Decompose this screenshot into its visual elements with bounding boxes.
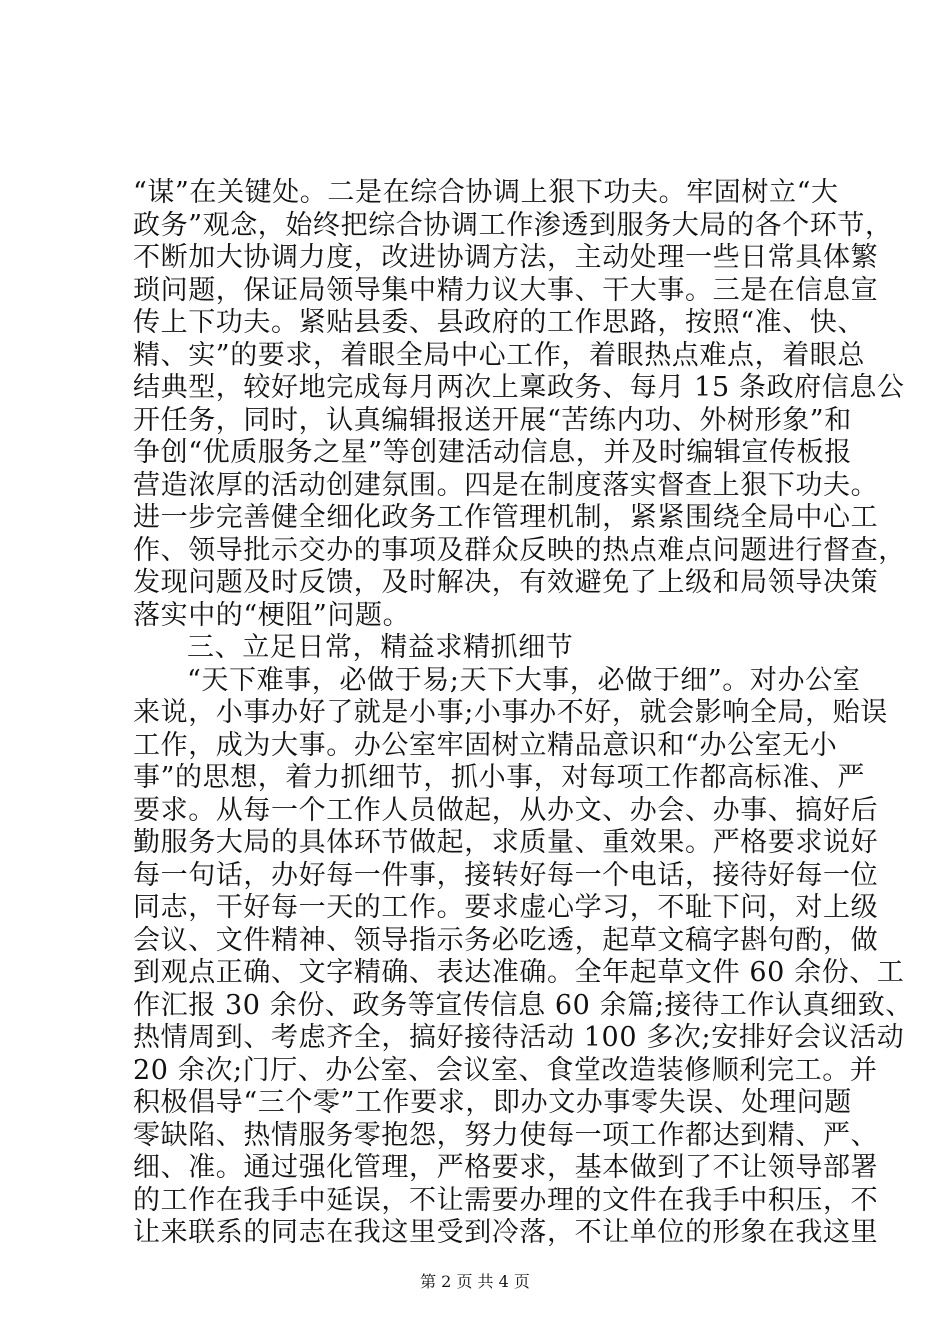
text-line: “谋”在关键处。二是在综合协调上狠下功夫。牢固树立“大 [133, 177, 839, 208]
text-line: 作、领导批示交办的事项及群众反映的热点难点问题进行督查， [133, 534, 906, 566]
text-line: 热情周到、考虑齐全，搞好接待活动 100 多次;安排好会议活动 [133, 1022, 905, 1053]
text-line: 让来联系的同志在我这里受到冷落，不让单位的形象在我这里 [133, 1217, 879, 1248]
text-line: 要求。从每一个工作人员做起，从办文、办会、办事、搞好后 [133, 794, 879, 826]
section-heading: 三、立足日常，精益求精抓细节 [187, 632, 574, 663]
text-line: 事”的思想，着力抓细节，抓小事，对每项工作都高标准、严 [133, 762, 866, 793]
text-line: 20 余次;门厅、办公室、会议室、食堂改造装修顺利完工。并 [133, 1054, 878, 1086]
text-line: 来说，小事办好了就是小事;小事办不好，就会影响全局，贻误 [133, 697, 888, 728]
text-line: 零缺陷、热情服务零抱怨，努力使每一项工作都达到精、严、 [133, 1119, 879, 1151]
text-line: 工作，成为大事。办公室牢固树立精品意识和“办公室无小 [133, 729, 838, 761]
text-line: 作汇报 30 余份、政务等宣传信息 60 余篇;接待工作认真细致、 [133, 989, 913, 1021]
text-line: 的工作在我手中延误，不让需要办理的文件在我手中积压，不 [133, 1184, 879, 1216]
text-line: 琐问题，保证局领导集中精力议大事、干大事。三是在信息宣 [133, 274, 879, 306]
text-line: 争创“优质服务之星”等创建活动信息，并及时编辑宣传板报 [133, 437, 852, 468]
text-line: “天下难事，必做于易;天下大事，必做于细”。对办公室 [187, 664, 861, 696]
text-line: 勤服务大局的具体环节做起，求质量、重效果。严格要求说好 [133, 827, 879, 858]
text-line: 精、实”的要求，着眼全局中心工作，着眼热点难点，着眼总 [133, 339, 866, 371]
body-text [133, 177, 913, 1250]
text-line: 会议、文件精神、领导指示务必吃透，起草文稿字斟句酌，做 [133, 924, 879, 956]
text-line: 营造浓厚的活动创建氛围。四是在制度落实督查上狠下功夫。 [133, 469, 879, 501]
text-line: 每一句话，办好每一件事，接转好每一个电话，接待好每一位 [133, 859, 879, 891]
text-line: 同志，干好每一天的工作。要求虚心学习，不耻下问，对上级 [133, 892, 879, 923]
text-line: 落实中的“梗阻”问题。 [133, 599, 411, 631]
text-line: 到观点正确、文字精确、表达准确。全年起草文件 60 余份、工 [133, 957, 905, 988]
text-line: 传上下功夫。紧贴县委、县政府的工作思路，按照“准、快、 [133, 307, 866, 338]
page-footer: 第 2 页 共 4 页 [420, 1272, 530, 1291]
text-line: 发现问题及时反馈，及时解决，有效避免了上级和局领导决策 [133, 567, 879, 598]
text-line: 政务”观念，始终把综合协调工作渗透到服务大局的各个环节， [133, 209, 893, 241]
text-line: 细、准。通过强化管理，严格要求，基本做到了不让领导部署 [133, 1152, 879, 1183]
text-line: 不断加大协调力度，改进协调方法，主动处理一些日常具体繁 [133, 242, 879, 273]
text-line: 开任务，同时，认真编辑报送开展“苦练内功、外树形象”和 [133, 404, 852, 436]
text-line: 结典型，较好地完成每月两次上稟政务、每月 15 条政府信息公 [133, 372, 905, 403]
text-line: 积极倡导“三个零”工作要求，即办文办事零失误、处理问题 [133, 1087, 852, 1118]
text-line: 进一步完善健全细化政务工作管理机制，紧紧围绕全局中心工 [133, 502, 879, 533]
